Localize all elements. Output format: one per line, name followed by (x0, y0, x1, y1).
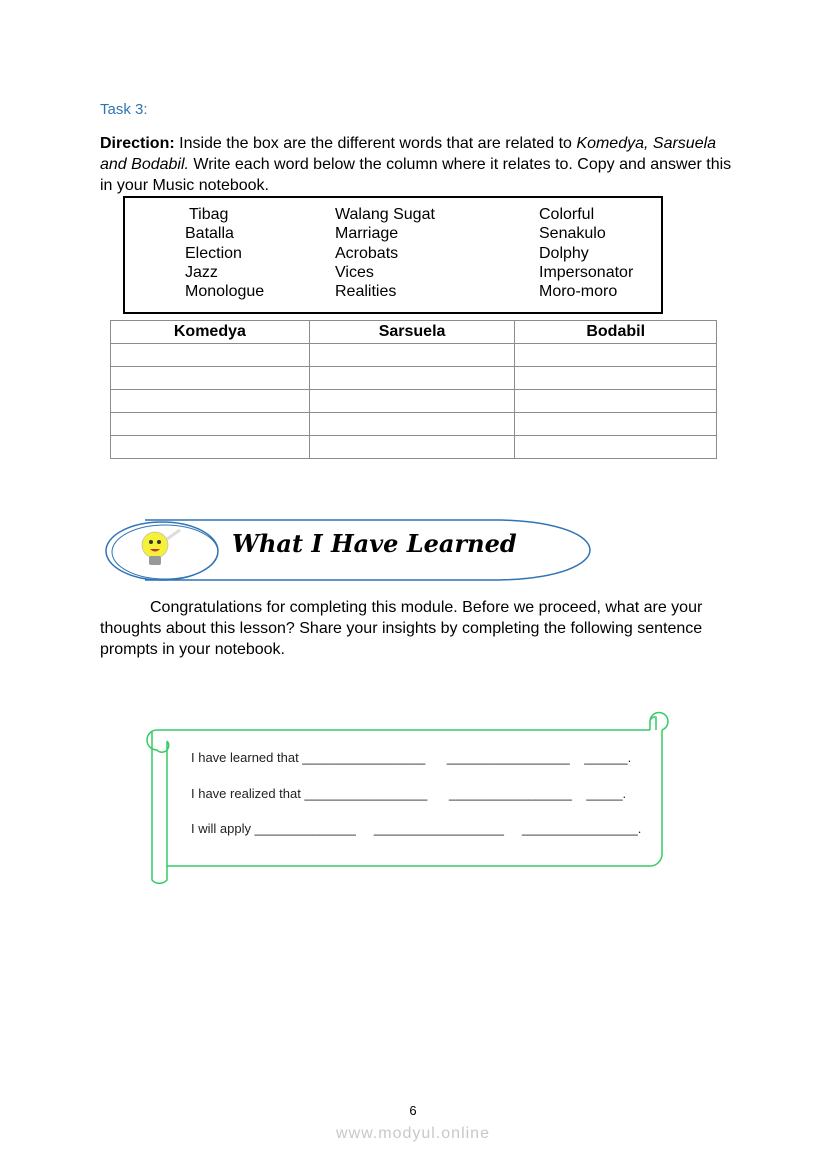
word-item: Acrobats (335, 244, 399, 262)
direction-part: Inside the box are the different words that are related to (174, 135, 577, 152)
table-header-row (111, 321, 717, 344)
table-cell (309, 390, 515, 413)
intro-paragraph: Congratulations for completing this module. Before we proceed, what are your thoughts about this lesson? Share your insights by completing the following sentence prompts in your notebook. (100, 599, 703, 658)
section-title: What I Have Learned (232, 529, 517, 558)
table-row (111, 413, 717, 436)
table-cell (111, 436, 310, 459)
table-cell (309, 344, 515, 367)
direction-part: Write each word below the column where it relates to. Copy and answer this in your Music notebook. (100, 156, 732, 194)
table-row (111, 436, 717, 459)
answer-table (110, 320, 717, 459)
table-cell (309, 436, 515, 459)
table-cell (515, 436, 717, 459)
watermark: www.modyul.online (336, 1125, 490, 1142)
table-row (111, 367, 717, 390)
header-sarsuela: Sarsuela (309, 321, 515, 344)
word-item: Monologue (185, 283, 265, 301)
word-item: Walang Sugat (335, 206, 435, 223)
word-item: Marriage (335, 225, 399, 243)
word-item: Senakulo (539, 225, 606, 243)
word-item: Dolphy (539, 244, 589, 262)
table-row (111, 344, 717, 367)
prompt-realized: I have realized that _________________ _________________ _____. (191, 786, 627, 801)
direction-italic: Komedya, Sarsuela and Bodabil. (100, 135, 717, 173)
table-cell (111, 367, 310, 390)
word-item: Election (185, 244, 242, 262)
page-number: 6 (409, 1103, 417, 1118)
table-row (111, 390, 717, 413)
table-cell (111, 344, 310, 367)
word-item: Impersonator (539, 263, 634, 281)
word-item: Moro-moro (539, 283, 618, 301)
table-cell (515, 413, 717, 436)
table-cell (515, 367, 717, 390)
table-cell (309, 367, 515, 390)
task-heading: Task 3: (100, 101, 148, 118)
table-cell (515, 390, 717, 413)
direction-text (100, 133, 740, 196)
table-cell (515, 344, 717, 367)
word-item: Vices (335, 263, 374, 281)
word-item: Batalla (185, 225, 234, 243)
word-box (123, 196, 663, 314)
word-item: Tibag (189, 206, 229, 223)
word-item: Colorful (539, 206, 595, 223)
word-item: Realities (335, 283, 397, 301)
header-komedya: Komedya (111, 321, 310, 344)
prompt-learned: I have learned that _________________ _________________ ______. (191, 750, 632, 765)
word-item: Jazz (185, 263, 218, 281)
prompt-apply: I will apply ______________ __________________ ________________. (191, 821, 642, 836)
table-cell (111, 390, 310, 413)
table-cell (309, 413, 515, 436)
table-cell (111, 413, 310, 436)
header-bodabil: Bodabil (515, 321, 717, 344)
direction-label: Direction: (100, 135, 175, 152)
